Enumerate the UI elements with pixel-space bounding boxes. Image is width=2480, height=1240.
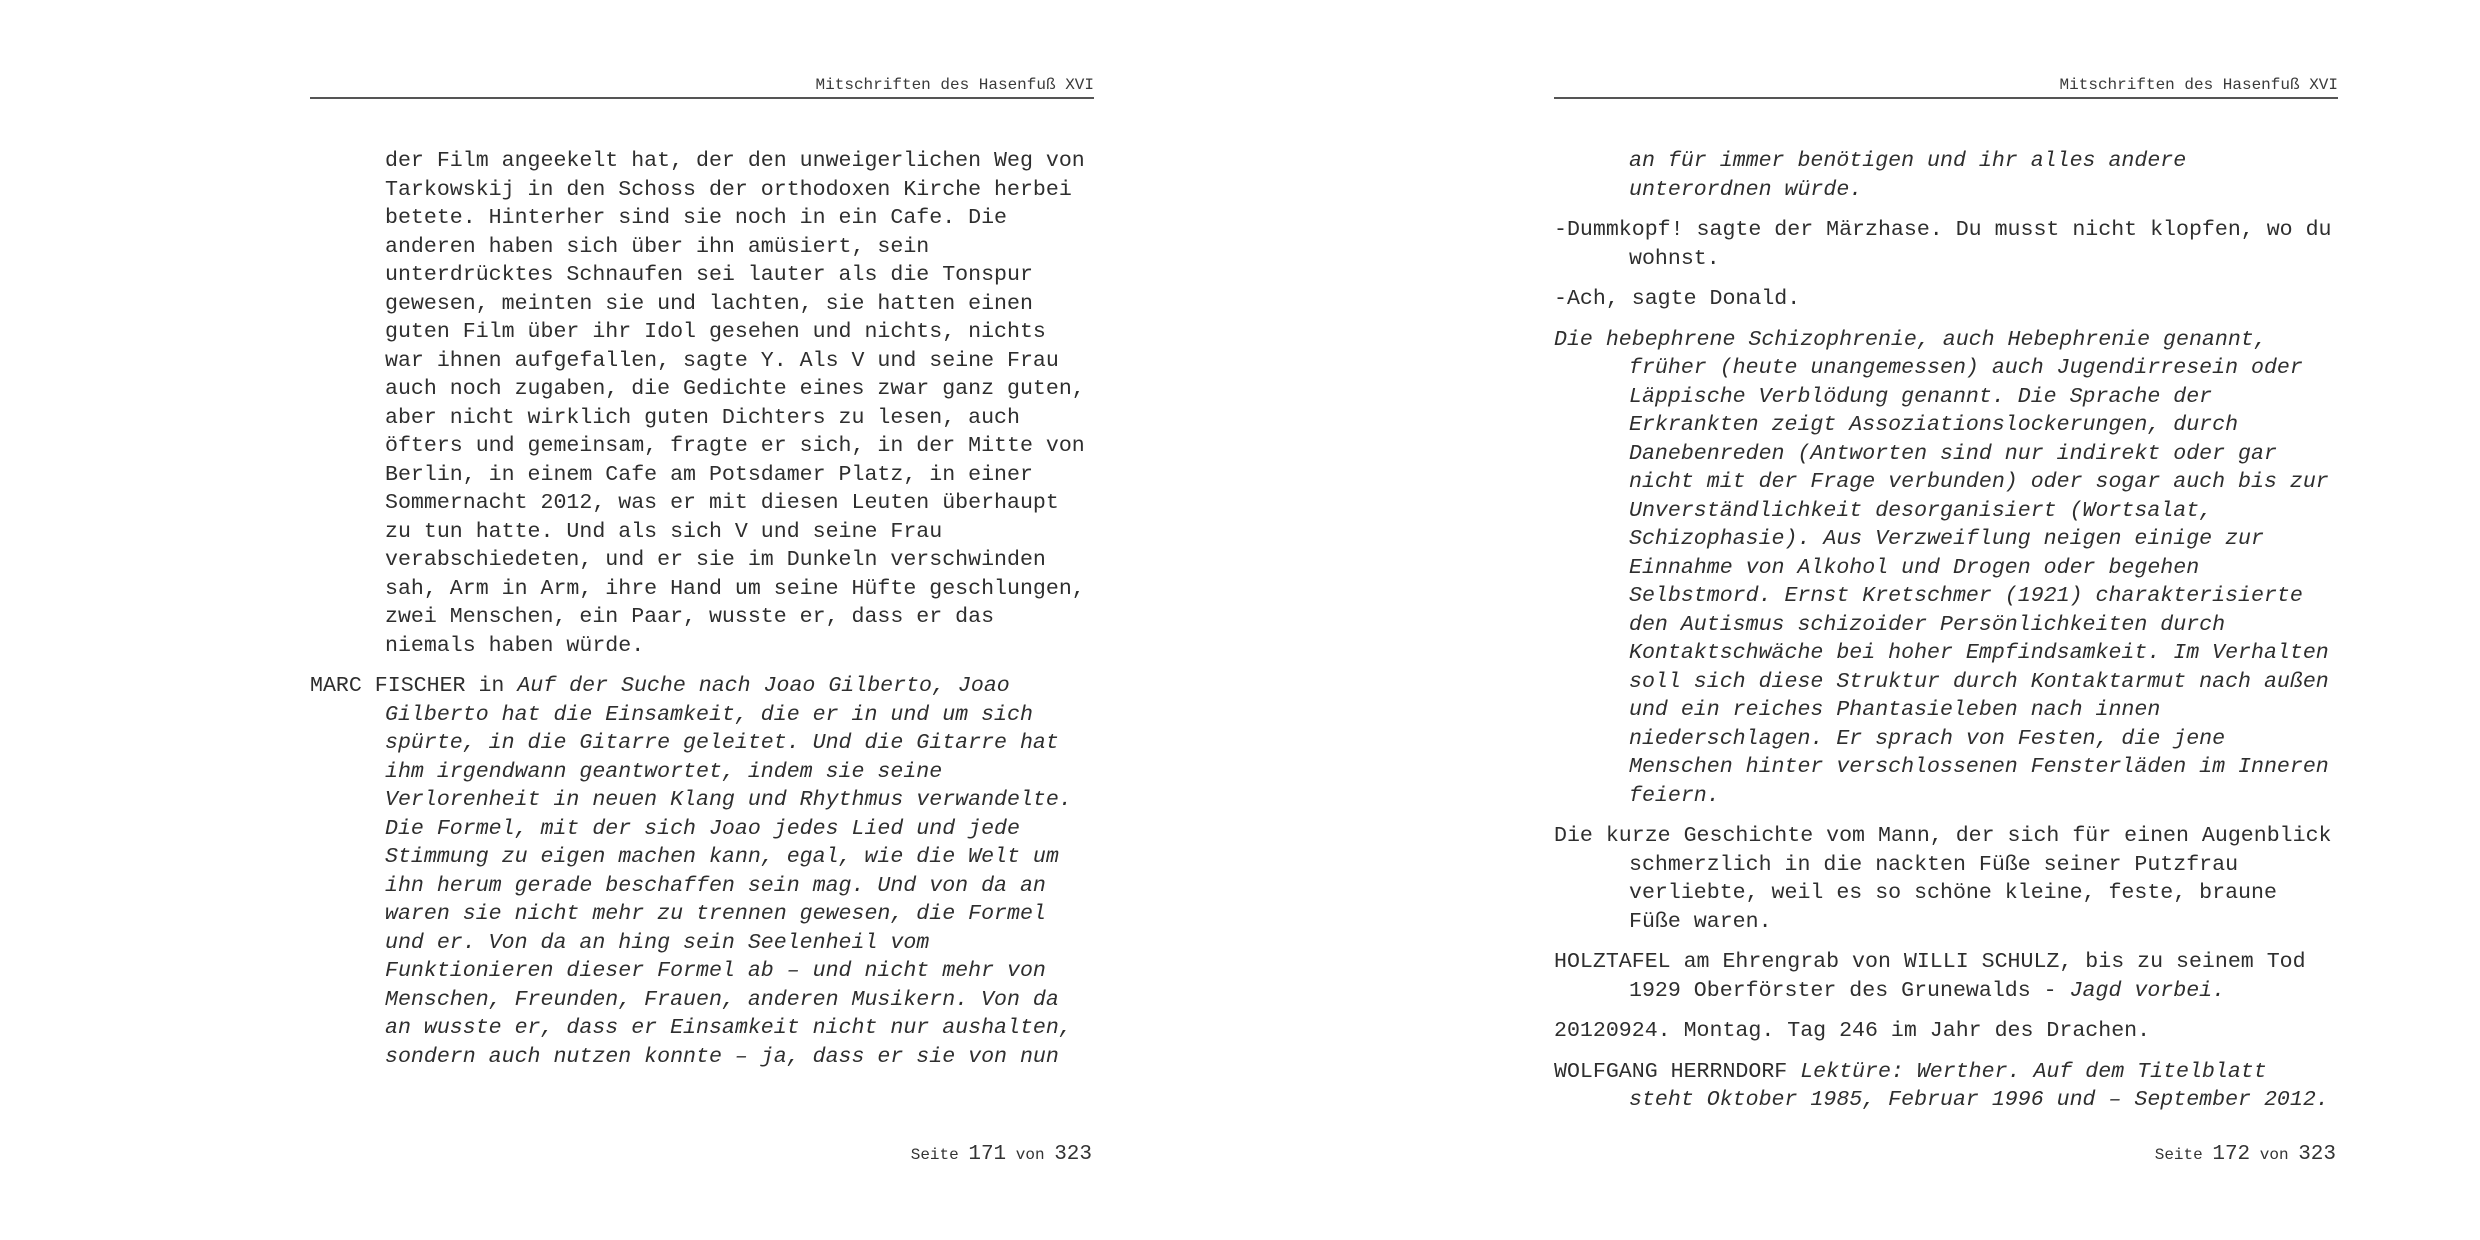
text-segment: WOLFGANG HERRNDORF	[1554, 1059, 1801, 1084]
page-number: 171	[968, 1143, 1007, 1166]
text-segment: -Dummkopf! sagte der Märzhase. Du musst nicht klopfen, wo du wohnst.	[1554, 218, 2332, 271]
page-of: von	[2259, 1146, 2289, 1164]
italic-text: an für immer benötigen und ihr alles andere unterordnen würde.	[1629, 149, 2187, 202]
paragraph	[1554, 948, 2338, 1005]
page-body	[1554, 147, 2338, 1127]
page-footer	[310, 1140, 1092, 1170]
paragraph	[310, 672, 1094, 1071]
page-total: 323	[2298, 1143, 2336, 1166]
header-rule	[1554, 97, 2338, 99]
paragraph	[1554, 326, 2338, 811]
italic-text: Jagd vorbei.	[2069, 978, 2226, 1003]
page-footer	[1554, 1140, 2336, 1170]
paragraph	[1554, 216, 2338, 273]
paragraph	[1554, 1058, 2338, 1115]
page-number: 172	[2212, 1143, 2251, 1166]
text-segment: -Ach, sagte Donald.	[1554, 287, 1801, 311]
page-label: Seite	[2154, 1146, 2203, 1164]
paragraph	[1554, 285, 2338, 314]
page-of: von	[1015, 1146, 1045, 1164]
paragraph	[1554, 147, 2338, 204]
running-header: Mitschriften des Hasenfuß XVI	[815, 76, 1094, 94]
page-label: Seite	[910, 1146, 959, 1164]
italic-text: Lektüre: Werther. Auf dem Titelblatt steht Oktober 1985, Februar 1996 und – September 2012.	[1629, 1059, 2329, 1112]
page-body	[310, 147, 1094, 1083]
text-segment: HOLZTAFEL am Ehrengrab von WILLI SCHULZ, bis zu seinem Tod 1929 Oberförster des Grunewalds -	[1554, 950, 2306, 1003]
running-header: Mitschriften des Hasenfuß XVI	[2059, 76, 2338, 94]
paragraph	[1554, 822, 2338, 936]
text-segment: MARC FISCHER in	[310, 674, 518, 698]
text-segment: der Film angeekelt hat, der den unweigerlichen Weg von Tarkowskij in den Schoss der orthodoxen Kirche herbei betete. Hinterher sind sie noch in ein Cafe. Die anderen haben sich über ihn amüsiert, sein unterdrücktes Schnaufen sei lauter als die Tonspur gewesen, meinten sie und lachten, sie hatten einen guten Film über ihr Idol gesehen und nichts, nichts war ihnen aufgefallen, sagte Y. Als V und seine Frau auch noch zugaben, die Gedichte eines zwar ganz guten, aber nicht wirklich guten Dichters zu lesen, auch öfters und gemeinsam, fragte er sich, in der Mitte von Berlin, in einem Cafe am Potsdamer Platz, in einer Sommernacht 2012, was er mit diesen Leuten überhaupt zu tun hatte. Und als sich V und seine Frau verabschiedeten, und er sie im Dunkeln verschwinden sah, Arm in Arm, ihre Hand um seine Hüfte geschlungen, zwei Menschen, ein Paar, wusste er, dass er das niemals haben würde.	[385, 149, 1085, 658]
italic-text: Die hebephrene Schizophrenie, auch Hebephrenie genannt, früher (heute unangemessen) auch Jugendirresein oder Läppische Verblödung genannt. Die Sprache der Erkrankten zeigt Assoziationslockerungen, durch Danebenreden (Antworten sind nur indirekt oder gar nicht mit der Frage verbunden) oder sogar auch bis zur Unverständlichkeit desorganisiert (Wortsalat, Schizophasie). Aus Verzweiflung neigen einige zur Einnahme von Alkohol und Drogen oder begehen Selbstmord. Ernst Kretschmer (1921) charakterisierte den Autismus schizoider Persönlichkeiten durch Kontaktschwäche bei hoher Empfindsamkeit. Im Verhalten soll sich diese Struktur durch Kontaktarmut nach außen und ein reiches Phantasieleben nach innen niederschlagen. Er sprach von Festen, die jene Menschen hinter verschlossenen Fensterläden im Inneren feiern.	[1554, 327, 2329, 808]
header-rule	[310, 97, 1094, 99]
paragraph	[310, 147, 1094, 660]
page-total: 323	[1054, 1143, 1092, 1166]
paragraph	[1554, 1017, 2338, 1046]
text-segment: Die kurze Geschichte vom Mann, der sich für einen Augenblick schmerzlich in die nackten Füße seiner Putzfrau verliebte, weil es so schöne kleine, feste, braune Füße waren.	[1554, 824, 2332, 934]
text-segment: 20120924. Montag. Tag 246 im Jahr des Drachen.	[1554, 1019, 2151, 1043]
right-page	[1240, 0, 2480, 1240]
italic-text: Auf der Suche nach Joao Gilberto, Joao Gilberto hat die Einsamkeit, die er in und um sich spürte, in die Gitarre geleitet. Und die Gitarre hat ihm irgendwann geantwortet, indem sie seine Verlorenheit in neuen Klang und Rhythmus verwandelte. Die Formel, mit der sich Joao jedes Lied und jede Stimmung zu eigen machen kann, egal, wie die Welt um ihn herum gerade beschaffen sein mag. Und von da an waren sie nicht mehr zu trennen gewesen, die Formel und er. Von da an hing sein Seelenheil vom Funktionieren dieser Formel ab – und nicht mehr von Menschen, Freunden, Frauen, anderen Musikern. Von da an wusste er, dass er Einsamkeit nicht nur aushalten, sondern auch nutzen konnte – ja, dass er sie von nun	[385, 674, 1072, 1069]
